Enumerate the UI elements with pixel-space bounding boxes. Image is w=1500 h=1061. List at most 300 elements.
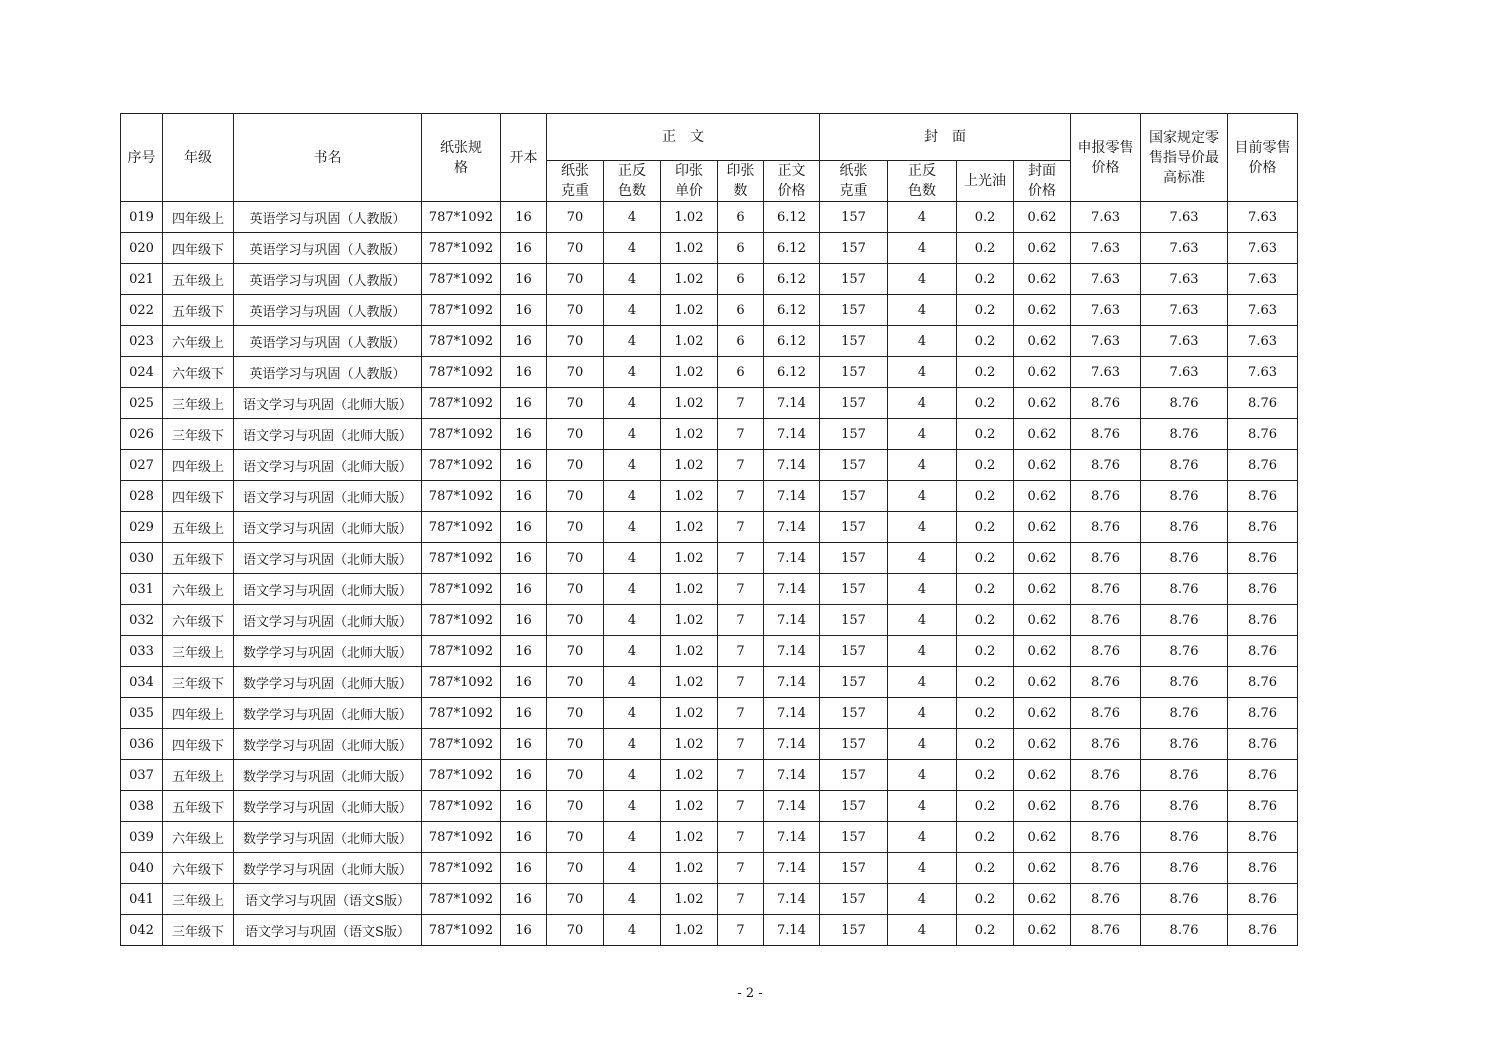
header-body-sheet-price: 印张单价 <box>661 161 718 202</box>
cell-cover-paper-weight: 157 <box>820 667 888 698</box>
table-row <box>121 760 1298 791</box>
cell-body-sheet-price: 1.02 <box>661 481 718 512</box>
table-row <box>121 357 1298 388</box>
cell-body-sheet-price: 1.02 <box>661 729 718 760</box>
cell-grade: 四年级下 <box>163 233 234 264</box>
table-row <box>121 915 1298 946</box>
cell-format: 16 <box>501 326 547 357</box>
cell-cover-paper-weight: 157 <box>820 605 888 636</box>
cell-declared-price: 8.76 <box>1071 512 1141 543</box>
cell-seq: 037 <box>121 760 163 791</box>
cell-format: 16 <box>501 853 547 884</box>
cell-cover-paper-weight: 157 <box>820 419 888 450</box>
cell-body-price: 6.12 <box>764 264 820 295</box>
cell-body-colors: 4 <box>604 791 661 822</box>
cell-format: 16 <box>501 915 547 946</box>
cell-cover-price: 0.62 <box>1014 636 1071 667</box>
cell-body-sheet-price: 1.02 <box>661 357 718 388</box>
cell-cover-colors: 4 <box>888 667 957 698</box>
cell-body-sheet-price: 1.02 <box>661 636 718 667</box>
cell-national-max-price: 8.76 <box>1141 667 1228 698</box>
cell-seq: 036 <box>121 729 163 760</box>
cell-seq: 034 <box>121 667 163 698</box>
cell-cover-paper-weight: 157 <box>820 202 888 233</box>
price-table <box>120 113 1298 946</box>
cell-title: 数学学习与巩固（北师大版） <box>234 822 422 853</box>
cell-paper-spec: 787*1092 <box>422 853 501 884</box>
cell-body-paper-weight: 70 <box>547 202 604 233</box>
cell-national-max-price: 8.76 <box>1141 791 1228 822</box>
cell-body-colors: 4 <box>604 512 661 543</box>
cell-cover-varnish: 0.2 <box>957 822 1014 853</box>
cell-national-max-price: 8.76 <box>1141 450 1228 481</box>
header-current-price: 目前零售价格 <box>1228 114 1298 202</box>
cell-format: 16 <box>501 791 547 822</box>
cell-body-paper-weight: 70 <box>547 357 604 388</box>
cell-body-sheet-price: 1.02 <box>661 853 718 884</box>
cell-cover-price: 0.62 <box>1014 822 1071 853</box>
cell-cover-varnish: 0.2 <box>957 295 1014 326</box>
cell-body-sheets: 7 <box>718 729 764 760</box>
cell-body-price: 7.14 <box>764 512 820 543</box>
cell-cover-price: 0.62 <box>1014 574 1071 605</box>
table-row <box>121 264 1298 295</box>
cell-body-paper-weight: 70 <box>547 667 604 698</box>
cell-paper-spec: 787*1092 <box>422 388 501 419</box>
cell-body-sheet-price: 1.02 <box>661 512 718 543</box>
cell-body-price: 7.14 <box>764 667 820 698</box>
cell-body-colors: 4 <box>604 884 661 915</box>
cell-current-price: 8.76 <box>1228 760 1298 791</box>
cell-declared-price: 8.76 <box>1071 388 1141 419</box>
cell-cover-price: 0.62 <box>1014 605 1071 636</box>
table-row <box>121 512 1298 543</box>
table-row <box>121 202 1298 233</box>
cell-cover-price: 0.62 <box>1014 698 1071 729</box>
table-row <box>121 729 1298 760</box>
cell-declared-price: 8.76 <box>1071 605 1141 636</box>
cell-body-price: 7.14 <box>764 481 820 512</box>
cell-body-sheets: 6 <box>718 202 764 233</box>
cell-title: 数学学习与巩固（北师大版） <box>234 636 422 667</box>
cell-cover-varnish: 0.2 <box>957 326 1014 357</box>
cell-body-sheets: 7 <box>718 636 764 667</box>
cell-current-price: 8.76 <box>1228 450 1298 481</box>
cell-seq: 035 <box>121 698 163 729</box>
cell-seq: 040 <box>121 853 163 884</box>
cell-body-sheet-price: 1.02 <box>661 388 718 419</box>
cell-paper-spec: 787*1092 <box>422 357 501 388</box>
cell-national-max-price: 7.63 <box>1141 233 1228 264</box>
cell-body-colors: 4 <box>604 233 661 264</box>
cell-declared-price: 7.63 <box>1071 202 1141 233</box>
cell-national-max-price: 8.76 <box>1141 698 1228 729</box>
table-row <box>121 574 1298 605</box>
cell-declared-price: 8.76 <box>1071 915 1141 946</box>
cell-national-max-price: 8.76 <box>1141 388 1228 419</box>
cell-paper-spec: 787*1092 <box>422 791 501 822</box>
cell-grade: 六年级下 <box>163 605 234 636</box>
cell-cover-paper-weight: 157 <box>820 326 888 357</box>
cell-format: 16 <box>501 574 547 605</box>
cell-body-colors: 4 <box>604 915 661 946</box>
cell-title: 语文学习与巩固（北师大版） <box>234 543 422 574</box>
cell-body-sheets: 6 <box>718 264 764 295</box>
cell-national-max-price: 8.76 <box>1141 822 1228 853</box>
table-row <box>121 326 1298 357</box>
cell-title: 语文学习与巩固（语文S版） <box>234 884 422 915</box>
table-row <box>121 233 1298 264</box>
cell-cover-colors: 4 <box>888 264 957 295</box>
cell-body-price: 7.14 <box>764 729 820 760</box>
cell-grade: 六年级下 <box>163 853 234 884</box>
cell-format: 16 <box>501 419 547 450</box>
header-seq: 序号 <box>121 114 163 202</box>
cell-title: 英语学习与巩固（人教版） <box>234 264 422 295</box>
cell-body-sheet-price: 1.02 <box>661 574 718 605</box>
cell-body-paper-weight: 70 <box>547 574 604 605</box>
cell-current-price: 8.76 <box>1228 667 1298 698</box>
cell-cover-paper-weight: 157 <box>820 822 888 853</box>
cell-title: 数学学习与巩固（北师大版） <box>234 667 422 698</box>
cell-body-colors: 4 <box>604 729 661 760</box>
cell-cover-colors: 4 <box>888 791 957 822</box>
cell-cover-price: 0.62 <box>1014 264 1071 295</box>
cell-title: 语文学习与巩固（北师大版） <box>234 450 422 481</box>
cell-paper-spec: 787*1092 <box>422 636 501 667</box>
cell-cover-paper-weight: 157 <box>820 450 888 481</box>
cell-seq: 027 <box>121 450 163 481</box>
cell-seq: 041 <box>121 884 163 915</box>
cell-cover-colors: 4 <box>888 605 957 636</box>
cell-body-price: 7.14 <box>764 574 820 605</box>
cell-current-price: 8.76 <box>1228 915 1298 946</box>
cell-body-sheets: 7 <box>718 698 764 729</box>
cell-cover-colors: 4 <box>888 419 957 450</box>
cell-cover-price: 0.62 <box>1014 853 1071 884</box>
cell-body-sheets: 7 <box>718 884 764 915</box>
cell-format: 16 <box>501 264 547 295</box>
cell-body-paper-weight: 70 <box>547 388 604 419</box>
header-body-sheets: 印张数 <box>718 161 764 202</box>
cell-format: 16 <box>501 388 547 419</box>
cell-format: 16 <box>501 760 547 791</box>
header-cover-paper-weight: 纸张克重 <box>820 161 888 202</box>
cell-title: 英语学习与巩固（人教版） <box>234 357 422 388</box>
cell-cover-varnish: 0.2 <box>957 605 1014 636</box>
cell-body-sheets: 6 <box>718 326 764 357</box>
cell-cover-varnish: 0.2 <box>957 357 1014 388</box>
cell-body-paper-weight: 70 <box>547 915 604 946</box>
cell-cover-paper-weight: 157 <box>820 574 888 605</box>
table-row <box>121 884 1298 915</box>
cell-grade: 六年级上 <box>163 822 234 853</box>
cell-body-price: 7.14 <box>764 884 820 915</box>
cell-seq: 028 <box>121 481 163 512</box>
cell-grade: 四年级上 <box>163 202 234 233</box>
table-row <box>121 419 1298 450</box>
cell-cover-varnish: 0.2 <box>957 512 1014 543</box>
cell-declared-price: 8.76 <box>1071 760 1141 791</box>
cell-grade: 五年级上 <box>163 512 234 543</box>
cell-body-price: 6.12 <box>764 233 820 264</box>
cell-national-max-price: 8.76 <box>1141 853 1228 884</box>
cell-seq: 020 <box>121 233 163 264</box>
cell-format: 16 <box>501 543 547 574</box>
cell-grade: 三年级上 <box>163 884 234 915</box>
cell-title: 数学学习与巩固（北师大版） <box>234 791 422 822</box>
cell-title: 语文学习与巩固（北师大版） <box>234 574 422 605</box>
cell-declared-price: 7.63 <box>1071 295 1141 326</box>
cell-body-paper-weight: 70 <box>547 822 604 853</box>
cell-body-sheet-price: 1.02 <box>661 791 718 822</box>
header-cover-price: 封面价格 <box>1014 161 1071 202</box>
cell-body-colors: 4 <box>604 605 661 636</box>
cell-title: 数学学习与巩固（北师大版） <box>234 698 422 729</box>
cell-current-price: 8.76 <box>1228 419 1298 450</box>
cell-seq: 039 <box>121 822 163 853</box>
cell-title: 英语学习与巩固（人教版） <box>234 202 422 233</box>
cell-title: 语文学习与巩固（北师大版） <box>234 481 422 512</box>
cell-body-price: 7.14 <box>764 388 820 419</box>
cell-national-max-price: 8.76 <box>1141 481 1228 512</box>
cell-cover-colors: 4 <box>888 388 957 419</box>
cell-national-max-price: 8.76 <box>1141 915 1228 946</box>
cell-title: 英语学习与巩固（人教版） <box>234 326 422 357</box>
cell-title: 语文学习与巩固（北师大版） <box>234 605 422 636</box>
cell-national-max-price: 8.76 <box>1141 884 1228 915</box>
cell-seq: 030 <box>121 543 163 574</box>
cell-cover-price: 0.62 <box>1014 791 1071 822</box>
table-row <box>121 388 1298 419</box>
cell-cover-varnish: 0.2 <box>957 667 1014 698</box>
cell-seq: 033 <box>121 636 163 667</box>
table-row <box>121 543 1298 574</box>
cell-current-price: 8.76 <box>1228 698 1298 729</box>
cell-paper-spec: 787*1092 <box>422 915 501 946</box>
cell-body-colors: 4 <box>604 760 661 791</box>
cell-cover-price: 0.62 <box>1014 326 1071 357</box>
cell-cover-colors: 4 <box>888 760 957 791</box>
cell-body-paper-weight: 70 <box>547 729 604 760</box>
cell-body-sheet-price: 1.02 <box>661 326 718 357</box>
header-national-max-price: 国家规定零售指导价最高标准 <box>1141 114 1228 202</box>
cell-body-sheets: 6 <box>718 295 764 326</box>
cell-body-colors: 4 <box>604 636 661 667</box>
cell-body-paper-weight: 70 <box>547 419 604 450</box>
cell-cover-varnish: 0.2 <box>957 574 1014 605</box>
cell-body-paper-weight: 70 <box>547 605 604 636</box>
cell-format: 16 <box>501 698 547 729</box>
cell-cover-price: 0.62 <box>1014 512 1071 543</box>
cell-body-price: 7.14 <box>764 543 820 574</box>
cell-current-price: 8.76 <box>1228 884 1298 915</box>
cell-paper-spec: 787*1092 <box>422 233 501 264</box>
cell-national-max-price: 7.63 <box>1141 295 1228 326</box>
cell-cover-colors: 4 <box>888 233 957 264</box>
cell-body-colors: 4 <box>604 698 661 729</box>
cell-current-price: 8.76 <box>1228 574 1298 605</box>
cell-body-sheet-price: 1.02 <box>661 822 718 853</box>
cell-body-sheet-price: 1.02 <box>661 698 718 729</box>
header-body-price: 正文价格 <box>764 161 820 202</box>
cell-declared-price: 8.76 <box>1071 791 1141 822</box>
cell-body-colors: 4 <box>604 481 661 512</box>
cell-cover-price: 0.62 <box>1014 760 1071 791</box>
header-grade: 年级 <box>163 114 234 202</box>
cell-body-price: 7.14 <box>764 450 820 481</box>
cell-cover-colors: 4 <box>888 481 957 512</box>
cell-paper-spec: 787*1092 <box>422 667 501 698</box>
cell-paper-spec: 787*1092 <box>422 481 501 512</box>
cell-cover-price: 0.62 <box>1014 884 1071 915</box>
cell-seq: 019 <box>121 202 163 233</box>
cell-declared-price: 8.76 <box>1071 853 1141 884</box>
cell-cover-paper-weight: 157 <box>820 481 888 512</box>
cell-cover-paper-weight: 157 <box>820 636 888 667</box>
cell-grade: 三年级上 <box>163 636 234 667</box>
table-row <box>121 295 1298 326</box>
cell-current-price: 8.76 <box>1228 543 1298 574</box>
cell-body-colors: 4 <box>604 667 661 698</box>
cell-national-max-price: 8.76 <box>1141 543 1228 574</box>
cell-cover-colors: 4 <box>888 326 957 357</box>
cell-seq: 024 <box>121 357 163 388</box>
cell-current-price: 7.63 <box>1228 264 1298 295</box>
cell-body-colors: 4 <box>604 853 661 884</box>
cell-body-colors: 4 <box>604 543 661 574</box>
cell-paper-spec: 787*1092 <box>422 760 501 791</box>
cell-body-paper-weight: 70 <box>547 450 604 481</box>
header-declared-price: 申报零售价格 <box>1071 114 1141 202</box>
cell-body-sheets: 7 <box>718 574 764 605</box>
cell-body-colors: 4 <box>604 574 661 605</box>
cell-national-max-price: 8.76 <box>1141 419 1228 450</box>
cell-seq: 026 <box>121 419 163 450</box>
cell-body-sheet-price: 1.02 <box>661 419 718 450</box>
cell-cover-price: 0.62 <box>1014 295 1071 326</box>
cell-cover-colors: 4 <box>888 512 957 543</box>
cell-cover-paper-weight: 157 <box>820 791 888 822</box>
cell-paper-spec: 787*1092 <box>422 605 501 636</box>
cell-body-sheet-price: 1.02 <box>661 202 718 233</box>
cell-cover-paper-weight: 157 <box>820 388 888 419</box>
cell-body-sheets: 7 <box>718 512 764 543</box>
cell-body-paper-weight: 70 <box>547 512 604 543</box>
cell-cover-varnish: 0.2 <box>957 202 1014 233</box>
cell-title: 英语学习与巩固（人教版） <box>234 233 422 264</box>
cell-grade: 五年级下 <box>163 295 234 326</box>
cell-title: 英语学习与巩固（人教版） <box>234 295 422 326</box>
cell-format: 16 <box>501 822 547 853</box>
cell-paper-spec: 787*1092 <box>422 574 501 605</box>
cell-grade: 四年级上 <box>163 698 234 729</box>
cell-declared-price: 8.76 <box>1071 822 1141 853</box>
cell-declared-price: 8.76 <box>1071 667 1141 698</box>
cell-declared-price: 7.63 <box>1071 357 1141 388</box>
cell-grade: 六年级上 <box>163 326 234 357</box>
cell-title: 语文学习与巩固（语文S版） <box>234 915 422 946</box>
cell-cover-paper-weight: 157 <box>820 729 888 760</box>
cell-cover-varnish: 0.2 <box>957 419 1014 450</box>
cell-body-paper-weight: 70 <box>547 326 604 357</box>
cell-body-colors: 4 <box>604 264 661 295</box>
cell-cover-price: 0.62 <box>1014 202 1071 233</box>
cell-national-max-price: 7.63 <box>1141 357 1228 388</box>
cell-cover-price: 0.62 <box>1014 543 1071 574</box>
cell-body-price: 7.14 <box>764 791 820 822</box>
cell-cover-paper-weight: 157 <box>820 512 888 543</box>
cell-cover-colors: 4 <box>888 295 957 326</box>
cell-body-colors: 4 <box>604 450 661 481</box>
cell-body-paper-weight: 70 <box>547 543 604 574</box>
table-row <box>121 791 1298 822</box>
cell-current-price: 8.76 <box>1228 791 1298 822</box>
cell-seq: 029 <box>121 512 163 543</box>
cell-current-price: 7.63 <box>1228 233 1298 264</box>
cell-title: 数学学习与巩固（北师大版） <box>234 760 422 791</box>
cell-grade: 四年级下 <box>163 729 234 760</box>
cell-grade: 四年级下 <box>163 481 234 512</box>
cell-declared-price: 8.76 <box>1071 884 1141 915</box>
cell-seq: 025 <box>121 388 163 419</box>
cell-cover-price: 0.62 <box>1014 915 1071 946</box>
cell-declared-price: 8.76 <box>1071 698 1141 729</box>
cell-format: 16 <box>501 512 547 543</box>
cell-grade: 五年级上 <box>163 264 234 295</box>
cell-current-price: 8.76 <box>1228 512 1298 543</box>
cell-cover-colors: 4 <box>888 698 957 729</box>
cell-body-price: 7.14 <box>764 698 820 729</box>
cell-cover-paper-weight: 157 <box>820 884 888 915</box>
cell-body-sheet-price: 1.02 <box>661 233 718 264</box>
cell-current-price: 8.76 <box>1228 822 1298 853</box>
cell-cover-colors: 4 <box>888 202 957 233</box>
cell-declared-price: 8.76 <box>1071 419 1141 450</box>
cell-body-sheets: 7 <box>718 915 764 946</box>
cell-grade: 三年级下 <box>163 915 234 946</box>
cell-cover-varnish: 0.2 <box>957 915 1014 946</box>
cell-paper-spec: 787*1092 <box>422 419 501 450</box>
cell-body-price: 6.12 <box>764 202 820 233</box>
cell-cover-price: 0.62 <box>1014 481 1071 512</box>
cell-seq: 042 <box>121 915 163 946</box>
cell-cover-paper-weight: 157 <box>820 915 888 946</box>
cell-body-paper-weight: 70 <box>547 884 604 915</box>
table-row <box>121 667 1298 698</box>
table-row <box>121 853 1298 884</box>
cell-declared-price: 8.76 <box>1071 729 1141 760</box>
cell-cover-varnish: 0.2 <box>957 853 1014 884</box>
cell-cover-price: 0.62 <box>1014 667 1071 698</box>
cell-cover-colors: 4 <box>888 915 957 946</box>
cell-body-price: 7.14 <box>764 853 820 884</box>
cell-current-price: 7.63 <box>1228 357 1298 388</box>
cell-body-sheets: 7 <box>718 543 764 574</box>
cell-national-max-price: 7.63 <box>1141 202 1228 233</box>
cell-paper-spec: 787*1092 <box>422 450 501 481</box>
cell-seq: 038 <box>121 791 163 822</box>
cell-grade: 三年级下 <box>163 419 234 450</box>
cell-cover-varnish: 0.2 <box>957 388 1014 419</box>
cell-format: 16 <box>501 636 547 667</box>
cell-paper-spec: 787*1092 <box>422 698 501 729</box>
cell-national-max-price: 8.76 <box>1141 636 1228 667</box>
header-cover-colors: 正反色数 <box>888 161 957 202</box>
cell-cover-colors: 4 <box>888 357 957 388</box>
cell-cover-colors: 4 <box>888 543 957 574</box>
cell-body-price: 7.14 <box>764 419 820 450</box>
